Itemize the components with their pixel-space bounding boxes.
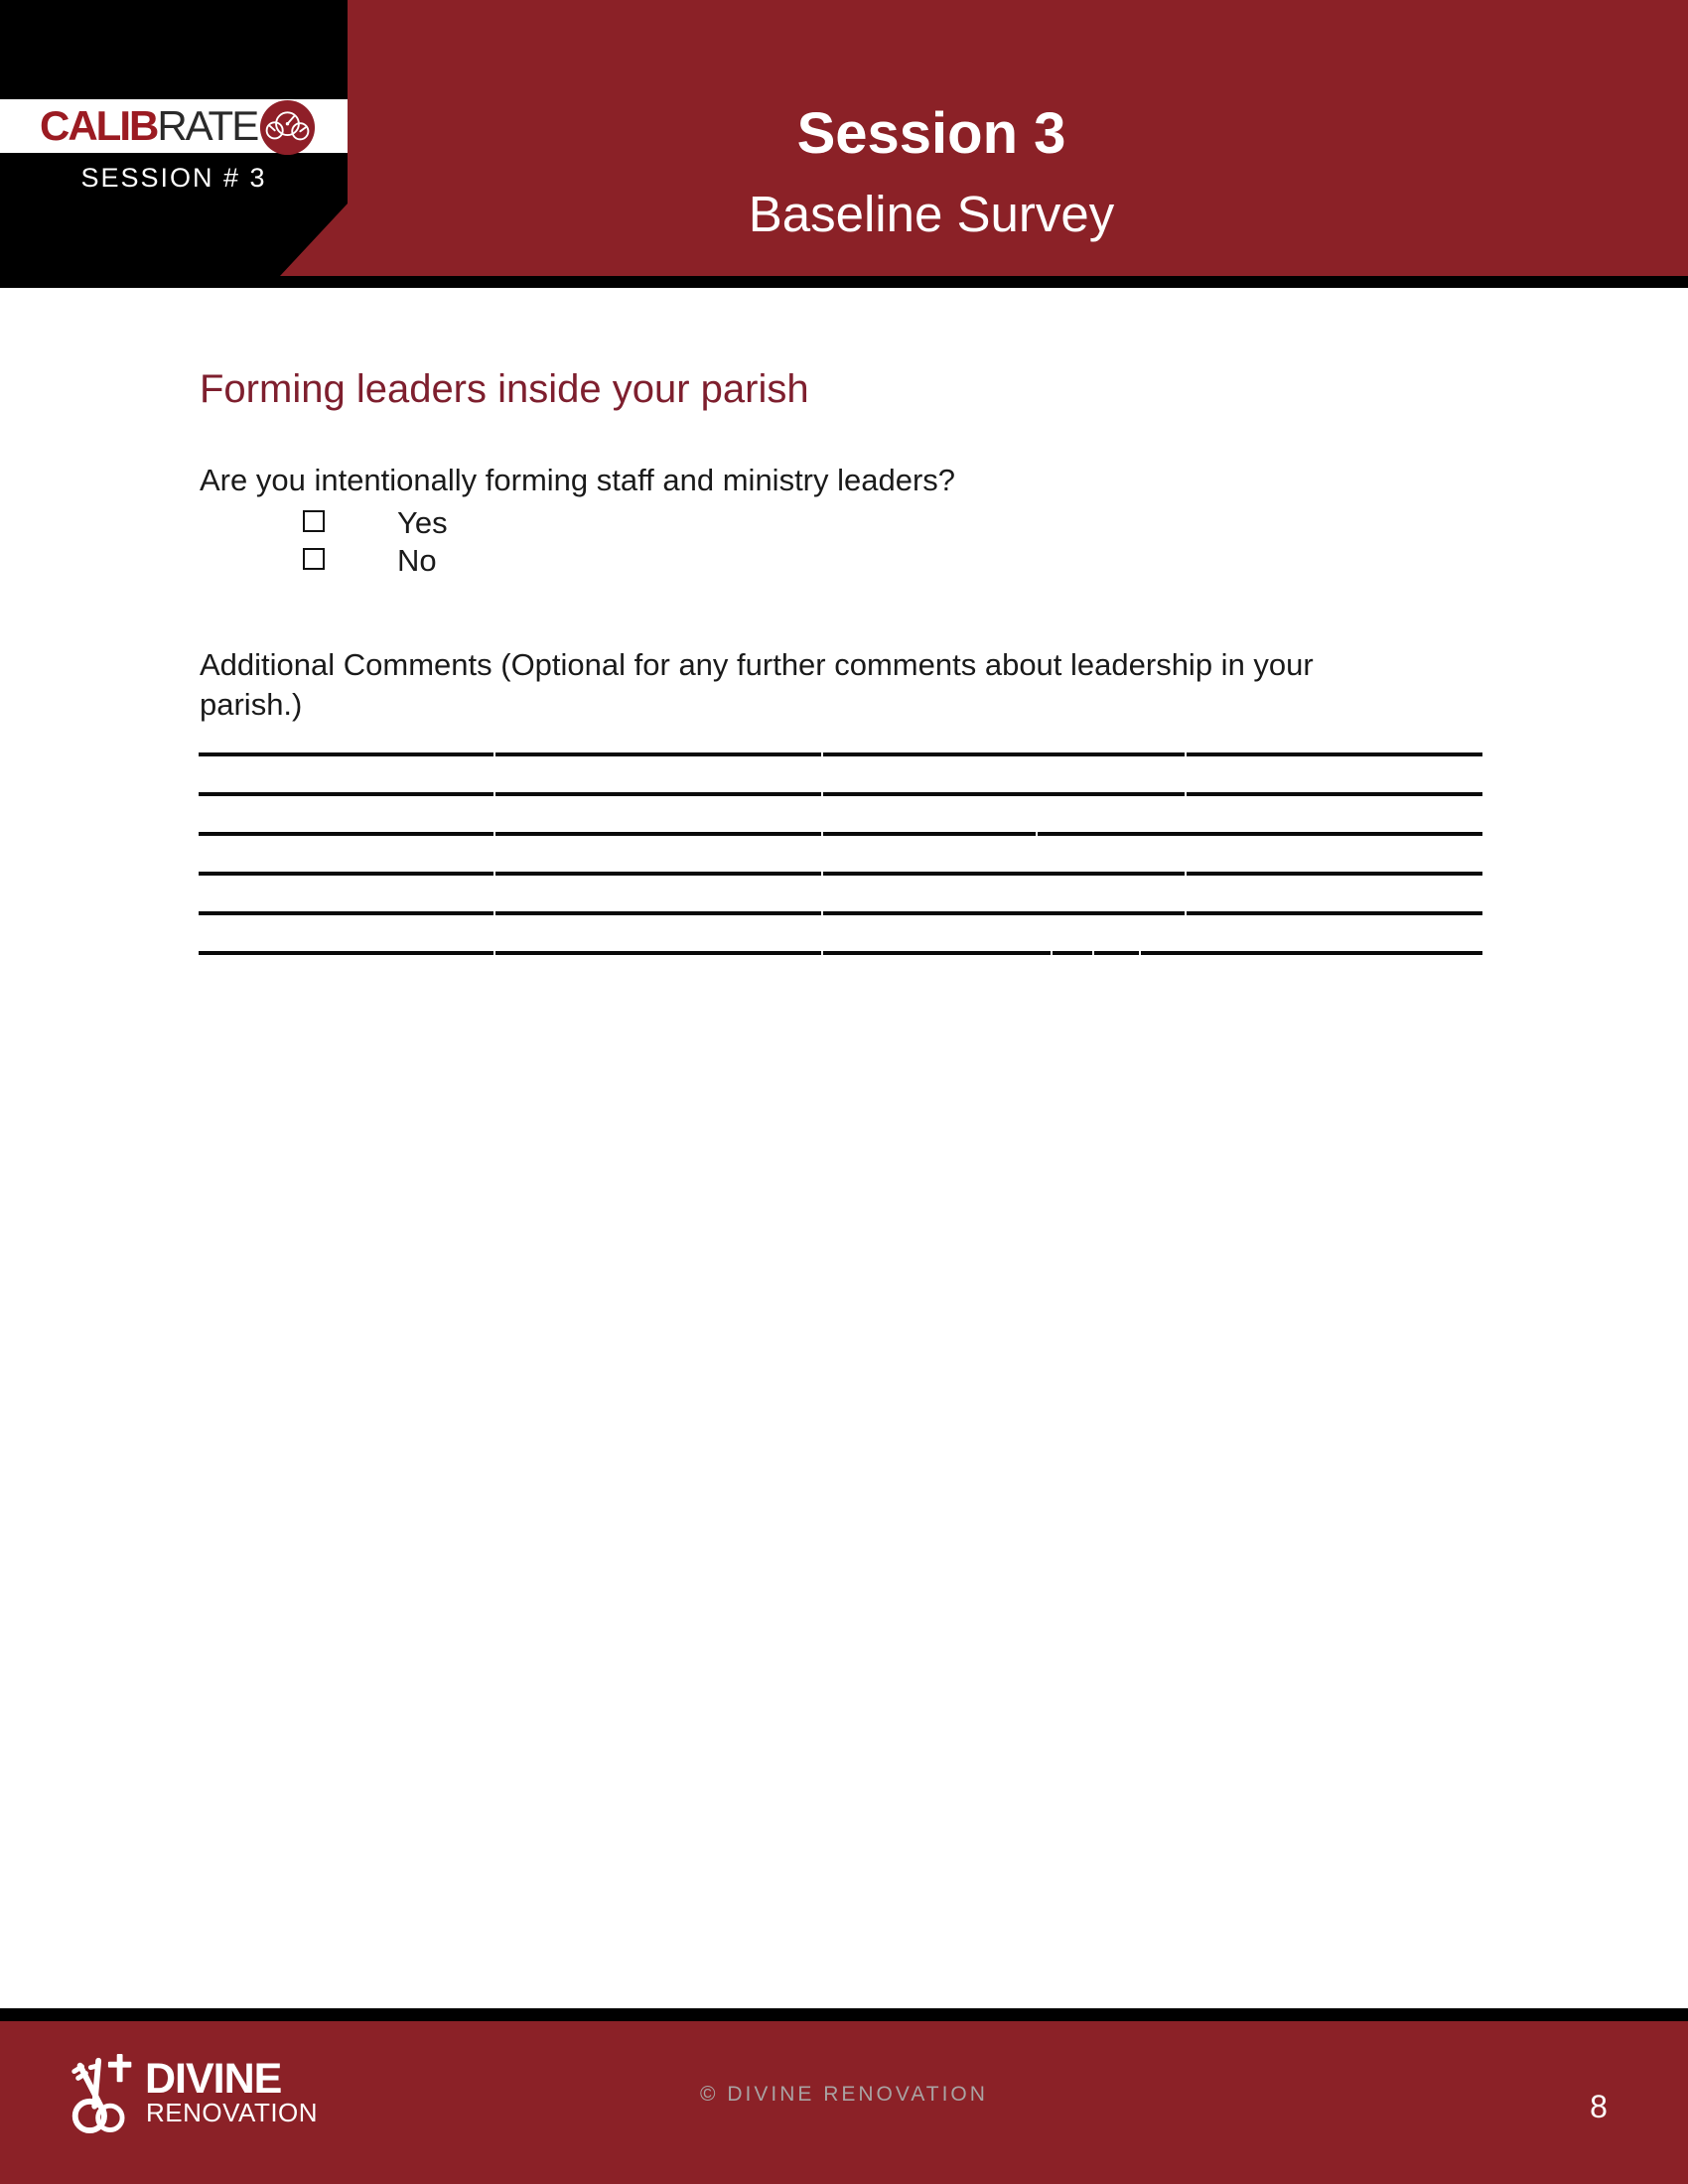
- answer-line: [199, 752, 1482, 756]
- answer-line-segment: [495, 911, 821, 915]
- answer-line-segment: [823, 752, 1185, 756]
- header-titles: [633, 101, 1229, 242]
- answer-line-segment: [199, 872, 493, 876]
- answer-line-segment: [495, 792, 821, 796]
- additional-comments-prompt-line1: Additional Comments (Optional for any further comments about leadership in your: [200, 647, 1314, 682]
- footer-copyright: © DIVINE RENOVATION: [700, 2083, 988, 2106]
- answer-line-segment: [1187, 792, 1482, 796]
- answer-line: [199, 911, 1482, 915]
- yes-checkbox[interactable]: [303, 510, 325, 532]
- footer-logo-line1: DIVINE: [145, 2055, 282, 2103]
- answer-line: [199, 832, 1482, 836]
- answer-line: [199, 872, 1482, 876]
- gauge-cluster-icon: [259, 99, 316, 156]
- additional-comments-prompt-line2: parish.): [200, 687, 303, 722]
- calibrate-logo-regular-text: RATE: [157, 102, 258, 149]
- answer-line-segment: [199, 792, 493, 796]
- footer-top-bar: [0, 2008, 1688, 2021]
- additional-comments-prompt: [200, 645, 1451, 725]
- answer-line-segment: [823, 792, 1185, 796]
- page-title: Session 3: [796, 101, 1066, 166]
- footer-logo-line2: RENOVATION: [146, 2098, 319, 2127]
- answer-line-segment: [495, 832, 821, 836]
- page-number: 8: [1590, 2089, 1608, 2124]
- answer-line-segment: [1053, 951, 1092, 955]
- answer-line-segment: [823, 951, 1051, 955]
- survey-question: Are you intentionally forming staff and ministry leaders?: [200, 463, 956, 497]
- answer-line-segment: [1187, 752, 1482, 756]
- header-bottom-bar: [0, 276, 1688, 288]
- calibrate-logo-bold-text: CALIB: [40, 102, 158, 149]
- answer-line: [199, 951, 1482, 955]
- answer-line-segment: [823, 872, 1185, 876]
- answer-line-segment: [1094, 951, 1139, 955]
- answer-line: [199, 792, 1482, 796]
- answer-line-segment: [495, 951, 821, 955]
- answer-line-segment: [495, 752, 821, 756]
- yes-label: Yes: [397, 505, 448, 540]
- no-label: No: [397, 543, 437, 578]
- header-diagonal-notch: [280, 204, 348, 276]
- session-number-label: SESSION # 3: [80, 163, 267, 193]
- answer-line-segment: [1141, 951, 1482, 955]
- section-heading: Forming leaders inside your parish: [200, 367, 809, 411]
- page-subtitle: Baseline Survey: [748, 186, 1115, 242]
- answer-line-segment: [1187, 911, 1482, 915]
- answer-line-segment: [199, 832, 493, 836]
- no-checkbox[interactable]: [303, 548, 325, 570]
- answer-line-segment: [199, 752, 493, 756]
- answer-line-segment: [1187, 872, 1482, 876]
- answer-line-segment: [199, 951, 493, 955]
- answer-line-segment: [823, 832, 1036, 836]
- comment-lines: [199, 752, 1482, 991]
- answer-line-segment: [823, 911, 1185, 915]
- answer-line-segment: [1038, 832, 1482, 836]
- answer-line-segment: [199, 911, 493, 915]
- answer-line-segment: [495, 872, 821, 876]
